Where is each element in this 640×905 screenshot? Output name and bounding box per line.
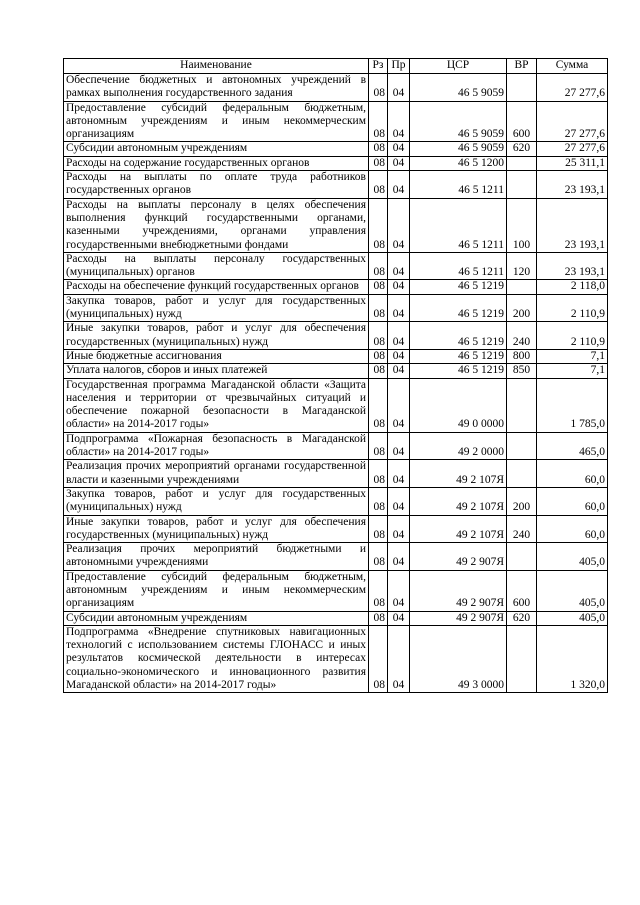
cell-csr: 49 2 907Я <box>410 543 507 571</box>
cell-vr: 240 <box>507 515 537 543</box>
cell-csr: 49 2 907Я <box>410 611 507 625</box>
cell-sum: 27 277,6 <box>537 142 608 156</box>
cell-vr: 620 <box>507 611 537 625</box>
table-row <box>64 543 608 571</box>
cell-pr: 04 <box>388 74 410 102</box>
cell-vr: 600 <box>507 570 537 611</box>
cell-vr: 200 <box>507 487 537 515</box>
cell-vr <box>507 378 537 432</box>
cell-name: Обеспечение бюджетных и автономных учреждений в рамках выполнения государственного задания <box>64 74 369 102</box>
cell-sum: 405,0 <box>537 611 608 625</box>
cell-sum: 7,1 <box>537 349 608 363</box>
cell-rz: 08 <box>369 252 388 280</box>
cell-name: Расходы на выплаты персоналу государственных (муниципальных) органов <box>64 252 369 280</box>
table-row <box>64 487 608 515</box>
cell-rz: 08 <box>369 142 388 156</box>
cell-csr: 46 5 1211 <box>410 252 507 280</box>
cell-rz: 08 <box>369 625 388 692</box>
cell-pr: 04 <box>388 364 410 378</box>
table-row <box>64 364 608 378</box>
table-row <box>64 252 608 280</box>
cell-csr: 46 5 1219 <box>410 322 507 350</box>
budget-table <box>63 58 608 693</box>
cell-vr: 240 <box>507 322 537 350</box>
cell-pr: 04 <box>388 252 410 280</box>
cell-vr: 200 <box>507 294 537 322</box>
cell-pr: 04 <box>388 171 410 199</box>
cell-vr <box>507 543 537 571</box>
cell-sum: 465,0 <box>537 432 608 460</box>
cell-sum: 60,0 <box>537 515 608 543</box>
cell-rz: 08 <box>369 432 388 460</box>
cell-csr: 49 2 107Я <box>410 487 507 515</box>
cell-vr: 800 <box>507 349 537 363</box>
cell-sum: 2 110,9 <box>537 322 608 350</box>
cell-rz: 08 <box>369 611 388 625</box>
table-row <box>64 198 608 252</box>
cell-csr: 46 5 1219 <box>410 364 507 378</box>
cell-sum: 2 110,9 <box>537 294 608 322</box>
cell-name: Государственная программа Магаданской области «Защита населения и территории от чрезвычайных ситуаций и обеспечение пожарной безопасности в Магаданской области» на 2014-2017 годы» <box>64 378 369 432</box>
cell-pr: 04 <box>388 611 410 625</box>
cell-sum: 1 320,0 <box>537 625 608 692</box>
cell-sum: 7,1 <box>537 364 608 378</box>
cell-rz: 08 <box>369 349 388 363</box>
cell-rz: 08 <box>369 171 388 199</box>
cell-rz: 08 <box>369 101 388 142</box>
cell-vr: 120 <box>507 252 537 280</box>
cell-name: Иные закупки товаров, работ и услуг для обеспечения государственных (муниципальных) нужд <box>64 515 369 543</box>
cell-sum: 25 311,1 <box>537 156 608 170</box>
cell-csr: 46 5 1219 <box>410 280 507 294</box>
cell-name: Реализация прочих мероприятий бюджетными и автономными учреждениями <box>64 543 369 571</box>
cell-name: Расходы на выплаты по оплате труда работников государственных органов <box>64 171 369 199</box>
document-page <box>63 58 607 693</box>
cell-pr: 04 <box>388 142 410 156</box>
table-row <box>64 570 608 611</box>
cell-csr: 46 5 9059 <box>410 74 507 102</box>
cell-rz: 08 <box>369 543 388 571</box>
cell-rz: 08 <box>369 198 388 252</box>
cell-pr: 04 <box>388 460 410 488</box>
cell-name: Уплата налогов, сборов и иных платежей <box>64 364 369 378</box>
cell-vr <box>507 625 537 692</box>
cell-pr: 04 <box>388 101 410 142</box>
cell-csr: 49 2 0000 <box>410 432 507 460</box>
cell-pr: 04 <box>388 487 410 515</box>
cell-rz: 08 <box>369 460 388 488</box>
cell-name: Подпрограмма «Пожарная безопасность в Магаданской области» на 2014-2017 годы» <box>64 432 369 460</box>
cell-vr: 600 <box>507 101 537 142</box>
cell-name: Иные бюджетные ассигнования <box>64 349 369 363</box>
cell-sum: 27 277,6 <box>537 74 608 102</box>
cell-pr: 04 <box>388 625 410 692</box>
cell-vr <box>507 280 537 294</box>
header-vr: ВР <box>507 59 537 74</box>
cell-pr: 04 <box>388 294 410 322</box>
cell-name: Предоставление субсидий федеральным бюджетным, автономным учреждениям и иным некоммерческим организациям <box>64 570 369 611</box>
header-csr: ЦСР <box>410 59 507 74</box>
cell-csr: 49 0 0000 <box>410 378 507 432</box>
header-name: Наименование <box>64 59 369 74</box>
table-row <box>64 171 608 199</box>
cell-sum: 23 193,1 <box>537 252 608 280</box>
cell-csr: 46 5 9059 <box>410 142 507 156</box>
cell-vr <box>507 171 537 199</box>
cell-csr: 46 5 1200 <box>410 156 507 170</box>
table-row <box>64 294 608 322</box>
cell-pr: 04 <box>388 349 410 363</box>
table-row <box>64 611 608 625</box>
cell-sum: 23 193,1 <box>537 198 608 252</box>
cell-sum: 405,0 <box>537 543 608 571</box>
cell-rz: 08 <box>369 280 388 294</box>
cell-sum: 27 277,6 <box>537 101 608 142</box>
cell-vr <box>507 74 537 102</box>
table-row <box>64 280 608 294</box>
cell-sum: 1 785,0 <box>537 378 608 432</box>
cell-name: Субсидии автономным учреждениям <box>64 611 369 625</box>
cell-csr: 46 5 9059 <box>410 101 507 142</box>
cell-name: Расходы на обеспечение функций государственных органов <box>64 280 369 294</box>
cell-rz: 08 <box>369 515 388 543</box>
cell-pr: 04 <box>388 432 410 460</box>
cell-name: Закупка товаров, работ и услуг для государственных (муниципальных) нужд <box>64 294 369 322</box>
cell-pr: 04 <box>388 515 410 543</box>
cell-name: Предоставление субсидий федеральным бюджетным, автономным учреждениям и иным некоммерческим организациям <box>64 101 369 142</box>
cell-name: Субсидии автономным учреждениям <box>64 142 369 156</box>
cell-csr: 49 3 0000 <box>410 625 507 692</box>
table-row <box>64 349 608 363</box>
header-sum: Сумма <box>537 59 608 74</box>
cell-csr: 46 5 1219 <box>410 349 507 363</box>
cell-rz: 08 <box>369 74 388 102</box>
cell-csr: 46 5 1211 <box>410 198 507 252</box>
cell-csr: 49 2 907Я <box>410 570 507 611</box>
cell-name: Расходы на выплаты персоналу в целях обеспечения выполнения функций государственными органами, казенными учреждениями, органами управления государственными внебюджетными фондами <box>64 198 369 252</box>
table-row <box>64 625 608 692</box>
table-row <box>64 378 608 432</box>
cell-rz: 08 <box>369 294 388 322</box>
cell-sum: 60,0 <box>537 487 608 515</box>
table-row <box>64 322 608 350</box>
cell-vr: 100 <box>507 198 537 252</box>
cell-pr: 04 <box>388 378 410 432</box>
cell-sum: 2 118,0 <box>537 280 608 294</box>
cell-pr: 04 <box>388 280 410 294</box>
cell-name: Реализация прочих мероприятий органами государственной власти и казенными учреждениями <box>64 460 369 488</box>
cell-pr: 04 <box>388 543 410 571</box>
table-row <box>64 142 608 156</box>
table-row <box>64 74 608 102</box>
cell-vr: 850 <box>507 364 537 378</box>
cell-csr: 49 2 107Я <box>410 515 507 543</box>
cell-pr: 04 <box>388 198 410 252</box>
table-row <box>64 515 608 543</box>
cell-csr: 46 5 1219 <box>410 294 507 322</box>
cell-csr: 49 2 107Я <box>410 460 507 488</box>
table-row <box>64 156 608 170</box>
cell-pr: 04 <box>388 570 410 611</box>
cell-pr: 04 <box>388 322 410 350</box>
table-row <box>64 432 608 460</box>
cell-vr <box>507 460 537 488</box>
cell-vr: 620 <box>507 142 537 156</box>
cell-vr <box>507 432 537 460</box>
cell-rz: 08 <box>369 364 388 378</box>
cell-rz: 08 <box>369 570 388 611</box>
cell-name: Подпрограмма «Внедрение спутниковых навигационных технологий с использованием системы ГЛОНАСС и иных результатов космической деятельности в интересах социально-экономического и инновационного развития Магаданской области» на 2014-2017 годы» <box>64 625 369 692</box>
cell-name: Расходы на содержание государственных органов <box>64 156 369 170</box>
table-row <box>64 101 608 142</box>
header-rz: Рз <box>369 59 388 74</box>
cell-sum: 23 193,1 <box>537 171 608 199</box>
cell-rz: 08 <box>369 378 388 432</box>
cell-rz: 08 <box>369 156 388 170</box>
cell-rz: 08 <box>369 322 388 350</box>
cell-sum: 405,0 <box>537 570 608 611</box>
table-body <box>64 74 608 693</box>
cell-sum: 60,0 <box>537 460 608 488</box>
header-pr: Пр <box>388 59 410 74</box>
cell-csr: 46 5 1211 <box>410 171 507 199</box>
cell-rz: 08 <box>369 487 388 515</box>
table-row <box>64 460 608 488</box>
cell-pr: 04 <box>388 156 410 170</box>
table-header-row <box>64 59 608 74</box>
cell-name: Иные закупки товаров, работ и услуг для обеспечения государственных (муниципальных) нужд <box>64 322 369 350</box>
cell-name: Закупка товаров, работ и услуг для государственных (муниципальных) нужд <box>64 487 369 515</box>
cell-vr <box>507 156 537 170</box>
